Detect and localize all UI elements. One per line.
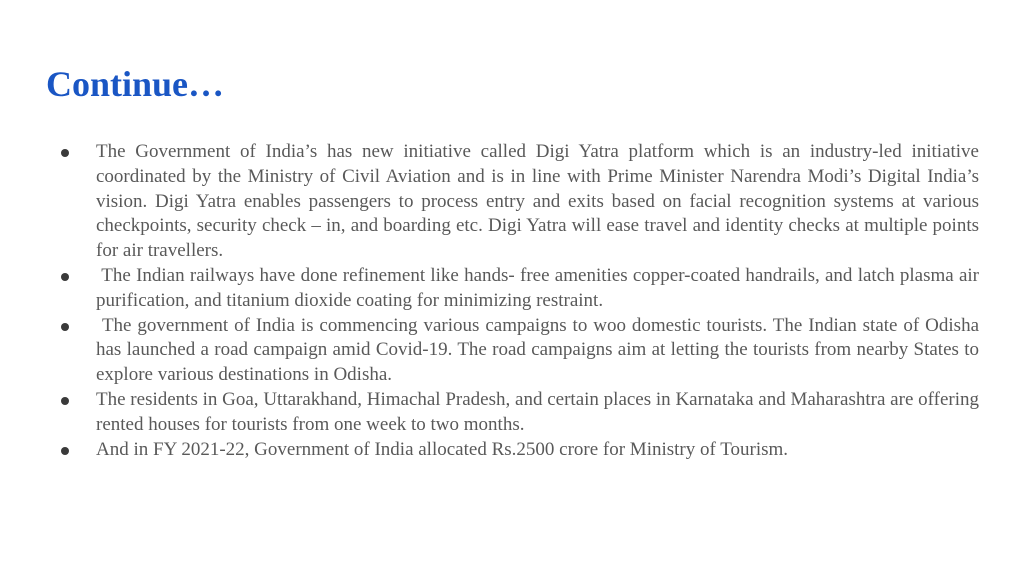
- bullet-text: And in FY 2021-22, Government of India allocated Rs.2500 crore for Ministry of Tourism.: [96, 438, 789, 460]
- bullet-item: [96, 314, 984, 388]
- bullet-dot-icon: [61, 273, 69, 281]
- bullet-item: [96, 264, 984, 314]
- bullet-item: [96, 140, 984, 264]
- bullet-text: The Government of India’s has new initiative called Digi Yatra platform which is an industry-led initiative coordinated by the Ministry of Civil Aviation and is in line with Prime Minister Narendra Modi’s Digital India’s vision. Digi Yatra enables passengers to process entry and exits based on facial recognition systems at various checkpoints, security check – in, and boarding etc. Digi Yatra will ease travel and identity checks at multiple points for air travellers.: [96, 141, 984, 262]
- bullet-text: The Indian railways have done refinement like hands- free amenities copper-coated handrails, and latch plasma air purification, and titanium dioxide coating for minimizing restraint.: [96, 264, 984, 311]
- bullet-item: [96, 388, 984, 438]
- slide-title: Continue…: [46, 64, 225, 104]
- bullet-text: The government of India is commencing various campaigns to woo domestic tourists. The Indian state of Odisha has launched a road campaign amid Covid-19. The road campaigns aim at letting the tourists from nearby States to explore various destinations in Odisha.: [96, 314, 984, 386]
- bullet-dot-icon: [61, 397, 69, 405]
- bullet-dot-icon: [61, 323, 69, 331]
- bullet-dot-icon: [61, 447, 69, 455]
- bullet-list: [96, 140, 984, 462]
- bullet-dot-icon: [61, 149, 69, 157]
- bullet-item: [96, 438, 979, 463]
- bullet-text: The residents in Goa, Uttarakhand, Himachal Pradesh, and certain places in Karnataka and Maharashtra are offering rented houses for tourists from one week to two months.: [96, 388, 984, 435]
